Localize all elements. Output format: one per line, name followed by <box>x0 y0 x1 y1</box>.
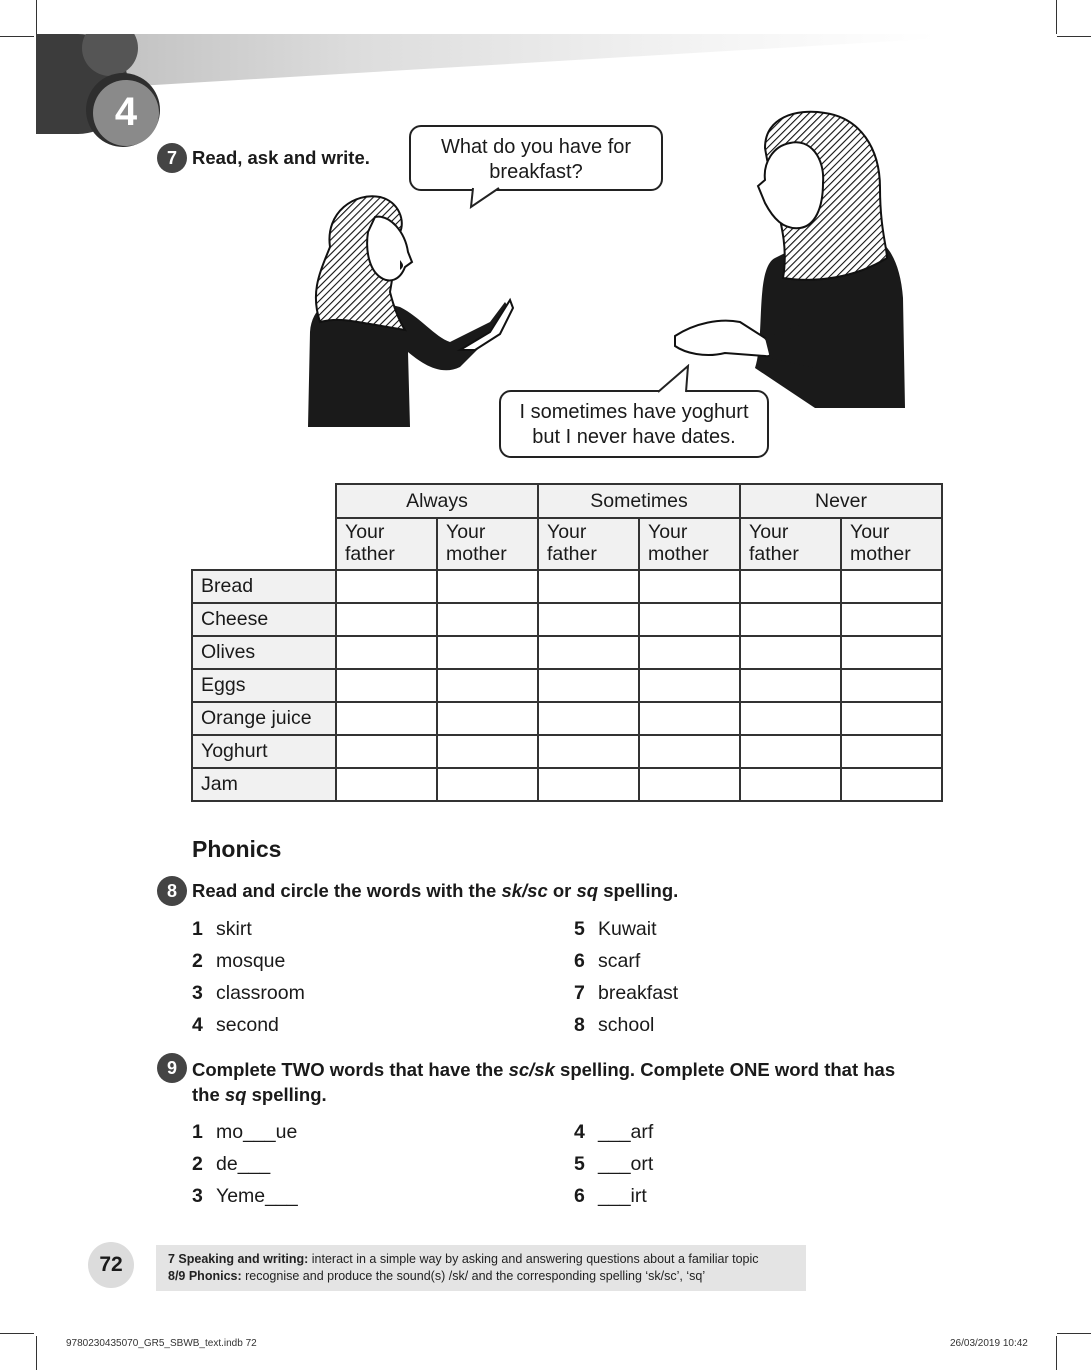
answer-cell[interactable] <box>639 735 740 768</box>
list-item[interactable]: 6 scarf <box>574 950 641 972</box>
unit-number: 4 <box>114 90 138 134</box>
answer-cell[interactable] <box>841 570 942 603</box>
answer-cell[interactable] <box>841 669 942 702</box>
answer-cell[interactable] <box>336 702 437 735</box>
answer-cell[interactable] <box>437 636 538 669</box>
phonics-heading: Phonics <box>192 836 282 862</box>
crop-mark <box>36 0 37 34</box>
answer-cell[interactable] <box>740 735 841 768</box>
answer-cell[interactable] <box>740 570 841 603</box>
table-row <box>192 570 942 603</box>
list-item[interactable]: 3 classroom <box>192 982 305 1004</box>
exercise-instruction: Read, ask and write. <box>192 147 370 168</box>
answer-cell[interactable] <box>538 702 639 735</box>
answer-cell[interactable] <box>336 570 437 603</box>
row-label: Eggs <box>192 669 336 702</box>
answer-cell[interactable] <box>538 669 639 702</box>
table-row <box>192 669 942 702</box>
answer-cell[interactable] <box>437 570 538 603</box>
fill-in-item[interactable]: 1 mo___ue <box>192 1121 298 1143</box>
exercise-instruction: Complete TWO words that have the sc/sk spelling. Complete ONE word that has the sq spelling. <box>192 1059 896 1105</box>
list-item[interactable]: 8 school <box>574 1014 655 1036</box>
fill-in-item[interactable]: 5 ___ort <box>574 1153 654 1175</box>
fill-in-item[interactable]: 3 Yeme___ <box>192 1185 298 1207</box>
answer-cell[interactable] <box>336 669 437 702</box>
answer-cell[interactable] <box>841 702 942 735</box>
answer-cell[interactable] <box>841 735 942 768</box>
row-label: Olives <box>192 636 336 669</box>
answer-cell[interactable] <box>639 702 740 735</box>
answer-cell[interactable] <box>437 669 538 702</box>
subheader-your-mother: Your mother <box>841 518 942 570</box>
crop-mark <box>1057 1333 1091 1334</box>
answer-cell[interactable] <box>740 636 841 669</box>
subheader-your-father: Your father <box>336 518 437 570</box>
exercise-number-badge: 8 <box>157 876 187 906</box>
subheader-your-father: Your father <box>740 518 841 570</box>
answer-cell[interactable] <box>336 636 437 669</box>
answer-cell[interactable] <box>437 768 538 801</box>
answer-cell[interactable] <box>639 768 740 801</box>
table-row <box>192 768 942 801</box>
subheader-your-mother: Your mother <box>437 518 538 570</box>
curriculum-note: 7 Speaking and writing: interact in a simple way by asking and answering questions about a familiar topic 8/9 Phonics: recognise and produce the sound(s) /sk/ and the corresponding spelling ‘sk/sc’, ‘sq’ <box>156 1245 806 1291</box>
mother-illustration <box>665 108 910 423</box>
print-imprint-file: 9780230435070_GR5_SBWB_text.indb 72 <box>66 1338 257 1349</box>
list-item[interactable]: 7 breakfast <box>574 982 679 1004</box>
header-sometimes: Sometimes <box>538 484 740 518</box>
table-row <box>192 702 942 735</box>
list-item[interactable]: 1 skirt <box>192 918 252 940</box>
print-imprint-date: 26/03/2019 10:42 <box>950 1338 1028 1349</box>
answer-cell[interactable] <box>639 603 740 636</box>
answer-cell[interactable] <box>336 768 437 801</box>
answer-cell[interactable] <box>336 603 437 636</box>
table-row <box>192 603 942 636</box>
exercise-instruction: Read and circle the words with the sk/sc or sq spelling. <box>192 880 679 901</box>
speech-bubble-answer-text: I sometimes have yoghurt but I never have dates. <box>519 401 749 448</box>
answer-cell[interactable] <box>336 735 437 768</box>
list-item[interactable]: 4 second <box>192 1014 279 1036</box>
subheader-your-father: Your father <box>538 518 639 570</box>
answer-cell[interactable] <box>538 603 639 636</box>
answer-cell[interactable] <box>740 702 841 735</box>
exercise-number-badge: 7 <box>157 143 187 173</box>
answer-cell[interactable] <box>740 768 841 801</box>
answer-cell[interactable] <box>437 735 538 768</box>
answer-cell[interactable] <box>538 570 639 603</box>
exercise-number-badge: 9 <box>157 1053 187 1083</box>
header-always: Always <box>336 484 538 518</box>
answer-cell[interactable] <box>538 735 639 768</box>
table-row <box>192 636 942 669</box>
row-label: Bread <box>192 570 336 603</box>
answer-cell[interactable] <box>841 603 942 636</box>
speech-bubble-question <box>409 125 663 191</box>
girl-illustration <box>300 192 515 427</box>
answer-cell[interactable] <box>538 768 639 801</box>
fill-in-item[interactable]: 6 ___irt <box>574 1185 647 1207</box>
header-never: Never <box>740 484 942 518</box>
answer-cell[interactable] <box>841 636 942 669</box>
row-label: Yoghurt <box>192 735 336 768</box>
answer-cell[interactable] <box>639 636 740 669</box>
crop-mark <box>0 1333 34 1334</box>
header-band <box>36 34 936 92</box>
answer-cell[interactable] <box>538 636 639 669</box>
fill-in-item[interactable]: 4 ___arf <box>574 1121 654 1143</box>
list-item[interactable]: 2 mosque <box>192 950 286 972</box>
speech-bubble-question-text: What do you have for breakfast? <box>440 136 632 183</box>
answer-cell[interactable] <box>740 669 841 702</box>
crop-mark <box>1056 1336 1057 1370</box>
crop-mark <box>1056 0 1057 34</box>
crop-mark <box>36 1336 37 1370</box>
breakfast-survey-table <box>191 483 943 802</box>
list-item[interactable]: 5 Kuwait <box>574 918 657 940</box>
row-label: Cheese <box>192 603 336 636</box>
page-number: 72 <box>88 1242 134 1288</box>
row-label: Jam <box>192 768 336 801</box>
crop-mark <box>1057 36 1091 37</box>
answer-cell[interactable] <box>437 702 538 735</box>
answer-cell[interactable] <box>740 603 841 636</box>
answer-cell[interactable] <box>841 768 942 801</box>
answer-cell[interactable] <box>639 570 740 603</box>
row-label: Orange juice <box>192 702 336 735</box>
subheader-your-mother: Your mother <box>639 518 740 570</box>
crop-mark <box>0 36 34 37</box>
answer-cell[interactable] <box>639 669 740 702</box>
table-row <box>192 735 942 768</box>
answer-cell[interactable] <box>437 603 538 636</box>
fill-in-item[interactable]: 2 de___ <box>192 1153 271 1175</box>
